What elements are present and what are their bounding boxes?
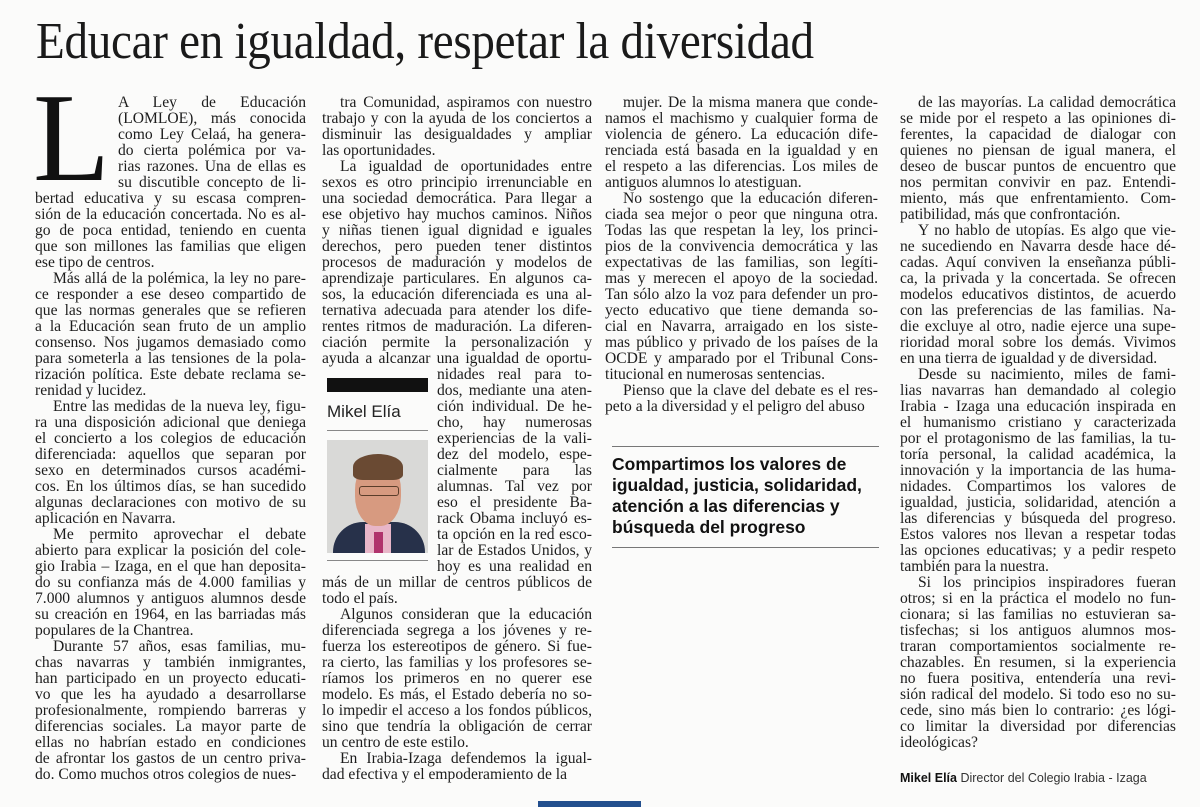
divider — [327, 430, 428, 431]
text-line: modelo. Es más, el Estado debería no so- — [322, 686, 592, 703]
text-line: yecto educativo que tiene demanda so- — [605, 302, 878, 319]
text-line: ideológicas? — [900, 734, 978, 751]
text-line: una sociedad democrática. Para llegar a — [322, 190, 592, 207]
text-line: Entre las medidas de la nueva ley, figu- — [53, 398, 306, 415]
text-line: como Ley Celaá, ha genera- — [118, 126, 306, 143]
text-line: La igualdad de oportunidades entre — [340, 158, 592, 175]
text-line: aplicación en Navarra. — [35, 510, 176, 527]
text-line: Tan sólo alzo la voz para defender un pro- — [605, 286, 878, 303]
text-line: procesos de maduración y modelos de — [322, 254, 592, 271]
text-line: do cierta polémica por va- — [118, 142, 306, 159]
text-line: profesionalmente, rompiendo barreras y — [35, 702, 306, 719]
text-line: ra cierto, las familias y los profesores se- — [322, 654, 592, 671]
text-line: Estos valores nos llevan a respetar todas — [900, 526, 1176, 543]
text-line: populares de la Chantrea. — [35, 622, 194, 639]
text-line: nidades real para to- — [437, 366, 592, 383]
text-line: abierto para explicar la posición del cole- — [35, 542, 306, 559]
drop-cap: L — [33, 69, 110, 208]
text-line: nos permitan convivir en paz. Entendi- — [900, 174, 1176, 191]
text-line: de las mayorías. La calidad democrática — [918, 94, 1176, 111]
inset-black-bar — [327, 378, 428, 392]
text-line: el respeto a las diferencias. Los miles de — [605, 158, 878, 175]
text-line: miento, más que enfrentamiento. Com- — [900, 190, 1176, 207]
text-line: ese tipo de centros. — [35, 254, 155, 271]
text-line: (LOMLOE), más conocida — [118, 110, 306, 127]
article-title: Educar en igualdad, respetar la diversidad — [36, 13, 814, 70]
text-line: trabajo y con la ayuda de los conciertos a — [322, 110, 592, 127]
text-line: patibilidad, más que confrontación. — [900, 206, 1121, 223]
text-line: sión de la educación concertada. No es al- — [35, 206, 306, 223]
text-line: tra Comunidad, aspiramos con nuestro — [340, 94, 592, 111]
text-line: algunas declaraciones con motivo de su — [35, 494, 306, 511]
text-line: rización política. Este debate reclama se- — [35, 366, 306, 383]
text-line: todo el país. — [322, 590, 398, 607]
text-line: sexo en determinados cursos académi- — [35, 462, 306, 479]
text-line: sión radical del modelo. Si todo eso no su- — [900, 686, 1176, 703]
inset-author-name: Mikel Elía — [327, 402, 401, 421]
text-line: do su confianza más de 4.000 familias y — [35, 574, 306, 591]
text-line: ríamos los primeros en no querer ese — [322, 670, 592, 687]
text-line: mas y merecen el apoyo de la sociedad. — [605, 270, 878, 287]
text-line: lar de Estados Unidos, y — [437, 542, 592, 559]
text-line: Pienso que la clave del debate es el res- — [623, 382, 878, 399]
text-line: renidad y lucidez. — [35, 382, 147, 399]
text-line: experiencias de la vali- — [437, 430, 592, 447]
text-line: chas navarras y también inmigrantes, — [35, 654, 306, 671]
text-line: go de poca entidad, teniendo en cuenta — [35, 222, 306, 239]
text-line: renciada está basada en la igualdad y en — [605, 142, 878, 159]
text-line: co limitar la diversidad por diferencias — [900, 718, 1176, 735]
text-line: rack Obama incluyó es- — [437, 510, 592, 527]
text-line: ción individual. De he- — [437, 398, 592, 415]
text-line: alumnas. Tal vez por — [437, 478, 592, 495]
text-line: su discutible concepto de li- — [118, 174, 306, 191]
text-line: cede, sino más bien lo contrario: ¿es lógi- — [900, 702, 1176, 719]
text-line: rentes ritmos de maduración. La diferen- — [322, 318, 592, 335]
text-line: modelos educativos distintos, de acuerdo — [900, 286, 1176, 303]
text-line: mas público y privado de los países de la — [605, 334, 878, 351]
text-line: con las preferencias de las familias. Na- — [900, 302, 1176, 319]
text-line: su creación en 1964, en las barriadas más — [35, 606, 306, 623]
text-line: disminuir las desigualdades y ampliar — [322, 126, 592, 143]
text-line: OCDE y amparado por el Tribunal Cons- — [605, 350, 878, 367]
text-line: ellas no habrían estado en condiciones — [35, 734, 306, 751]
footer-accent-bar — [538, 801, 641, 807]
text-line: las diferencias y búsqueda del progreso. — [900, 510, 1176, 527]
text-line: el concierto a los colegios de educación — [35, 430, 306, 447]
article-column-1 — [35, 95, 306, 783]
text-line: bertad educativa y su escasa compren- — [35, 190, 306, 207]
text-line: die excluye al otro, nadie ejerce una supe- — [900, 318, 1176, 335]
text-line: dez del modelo, espe- — [437, 446, 592, 463]
text-line: diferencias sociales. La mayor parte de — [35, 718, 306, 735]
text-line: Más allá de la polémica, la ley no pare- — [53, 270, 306, 287]
text-line: nidades. Compartimos los valores de — [900, 478, 1176, 495]
text-line: sexos es otro principio irrenunciable en — [322, 174, 592, 191]
article-column-3 — [605, 95, 878, 415]
pull-quote — [612, 446, 879, 548]
text-line: ternativa adecuada para atender los dife- — [322, 302, 592, 319]
text-line: Irabia - Izaga una educación inspirada en — [900, 398, 1176, 415]
article-column-4 — [900, 95, 1176, 751]
text-line: No sostengo que la educación diferen- — [623, 190, 878, 207]
text-line: cial en Navarra, arraigado en los siste- — [605, 318, 878, 335]
text-line: antiguos alumnos lo atestiguan. — [605, 174, 802, 191]
text-line: vo que les ha ayudado a desarrollarse — [35, 686, 306, 703]
text-line: de afrontar los gastos de un centro priva- — [35, 750, 306, 767]
signature-name: Mikel Elía — [900, 771, 957, 785]
text-line: dad efectiva y el empoderamiento de la — [322, 766, 568, 783]
text-line: consenso. Nos jugamos demasiado como — [35, 334, 306, 351]
text-line: do. Como muchos otros colegios de nues- — [35, 766, 297, 783]
text-line: Todas las que respetan la ley, los princi- — [605, 222, 878, 239]
text-line: igualdad, justicia, solidaridad, atención a — [900, 494, 1176, 511]
text-line: 7.000 alumnos y antiguos alumnos desde — [35, 590, 306, 607]
text-line: a la Educación sean fruto de un amplio — [35, 318, 306, 335]
text-line: se mide por el respeto a las opiniones di- — [900, 110, 1176, 127]
text-line: dos, mediante una aten- — [437, 382, 592, 399]
text-line: rias razones. Una de ellas es — [118, 158, 306, 175]
text-line: ta opción en la red esco- — [437, 526, 592, 543]
text-line: Me permito aprovechar el debate — [53, 526, 306, 543]
text-line: por el protagonismo de las familias, la tu- — [900, 430, 1176, 447]
pull-quote-line: Compartimos los valores de — [612, 454, 847, 474]
text-line: lias navarras han demandado al colegio — [900, 382, 1176, 399]
text-line: lo impedir el acceso a los fondos públicos, — [322, 702, 592, 719]
text-line: no fuera positiva, entendería una revi- — [900, 670, 1176, 687]
text-line: mujer. De la misma manera que conde- — [623, 94, 878, 111]
text-line: Algunos consideran que la educación — [340, 606, 592, 623]
text-line: las opciones educativas; y a pedir respeto — [900, 542, 1176, 559]
text-line: ne sucediendo en Navarra desde hace dé- — [900, 238, 1176, 255]
text-line: pios de la convivencia democrática y las — [605, 238, 878, 255]
text-line: que son millones las familias que eligen — [35, 238, 306, 255]
text-line: han participado en un proyecto educati- — [35, 670, 306, 687]
text-line: también para la nuestra. — [900, 558, 1049, 575]
text-line: y niñas tienen igual dignidad e iguales — [322, 222, 592, 239]
text-line: ferentes, la capacidad de dialogar con — [900, 126, 1176, 143]
text-line: Durante 57 años, esas familias, mu- — [53, 638, 306, 655]
text-line: un centro de este estilo. — [322, 734, 469, 751]
text-line: cialmente para las — [437, 462, 592, 479]
text-line: toría personal, la calidad académica, la — [900, 446, 1176, 463]
text-line: En Irabia-Izaga defendemos la igual- — [340, 750, 592, 767]
text-line: Y no hablo de utopías. Es algo que vie- — [918, 222, 1176, 239]
text-line: que las normas generales que se refieren — [35, 302, 306, 319]
text-line: ciada sea mejor o peor que ninguna otra. — [605, 206, 878, 223]
text-line: ese objetivo hay muchos caminos. Niños — [322, 206, 592, 223]
text-line: quienes no piensan de igual manera, el — [900, 142, 1176, 159]
text-line: tisfechas; si los antiguos alumnos mos- — [900, 622, 1176, 639]
text-line: rioridad moral sobre los demás. Vivimos — [900, 334, 1176, 351]
text-line: fuerza los estereotipos de género. Si fue- — [322, 638, 592, 655]
text-line: titucional en numerosas sentencias. — [605, 366, 825, 383]
author-photo — [327, 440, 428, 553]
text-line: Desde su nacimiento, miles de fami- — [918, 366, 1176, 383]
text-line: peto a la diversidad y el peligro del abuso — [605, 398, 865, 415]
text-line: diferenciada: aquellos que separan por — [35, 446, 306, 463]
text-line: aprendizaje particulares. En algunos ca- — [322, 270, 592, 287]
text-line: diferenciada segrega a los jóvenes y re- — [322, 622, 592, 639]
text-line: violencia de género. La educación dife- — [605, 126, 878, 143]
text-line: chazables. En resumen, si la experiencia — [900, 654, 1176, 671]
author-inset — [327, 378, 428, 561]
text-line: otros; si en la práctica el modelo no fun- — [900, 590, 1176, 607]
text-line: cos. En los últimos días, se han sucedido — [35, 478, 306, 495]
pull-quote-line: búsqueda del progreso — [612, 517, 806, 537]
text-line: en una tierra de igualdad y de diversidad. — [900, 350, 1158, 367]
text-line: derechos, pero pueden tener distintos — [322, 238, 592, 255]
pull-quote-line: igualdad, justicia, solidaridad, — [612, 475, 862, 495]
author-signature — [900, 771, 1147, 785]
text-line: sino que tendría la obligación de cerrar — [322, 718, 592, 735]
text-line: innovación y la importancia de las huma- — [900, 462, 1176, 479]
text-line: el humanismo cristiano y caracterizada — [900, 414, 1176, 431]
text-line: deseo de buscar puntos de encuentro que — [900, 158, 1176, 175]
text-line: A Ley de Educación — [118, 94, 306, 111]
text-line: gio Irabia – Izaga, en el que han deposita- — [35, 558, 306, 575]
text-line: ce responder a ese deseo compartido de — [35, 286, 306, 303]
text-line: las oportunidades. — [322, 142, 436, 159]
text-line: para someterla a las tensiones de la pola- — [35, 350, 306, 367]
text-line: ca, la privada y la concertada. Se ofrecen — [900, 270, 1176, 287]
text-line: ciación permite la personalización y — [322, 334, 592, 351]
text-line: expectativas de las familias, son legíti- — [605, 254, 878, 271]
text-line: namos el machismo y cualquier forma de — [605, 110, 878, 127]
signature-role: Director del Colegio Irabia - Izaga — [960, 771, 1147, 785]
text-line: eso el presidente Ba- — [437, 494, 592, 511]
text-line: hoy es una realidad en — [437, 558, 592, 575]
text-line: traran comportamientos socialmente re- — [900, 638, 1176, 655]
pull-quote-line: atención a las diferencias y — [612, 496, 840, 516]
text-line: cionara; si las familias no estuvieran sa- — [900, 606, 1176, 623]
text-line: ayuda a alcanzar una igualdad de oportu- — [322, 350, 592, 367]
divider — [327, 560, 428, 561]
text-line: cadas. Aquí conviven la enseñanza públi- — [900, 254, 1176, 271]
text-line: Si los principios inspiradores fueran — [918, 574, 1176, 591]
text-line: cho, hay numerosas — [437, 414, 592, 431]
text-line: más de un millar de centros públicos de — [322, 574, 592, 591]
text-line: ra una disposición adicional que deniega — [35, 414, 306, 431]
text-line: sos, la educación diferenciada es una al- — [322, 286, 592, 303]
